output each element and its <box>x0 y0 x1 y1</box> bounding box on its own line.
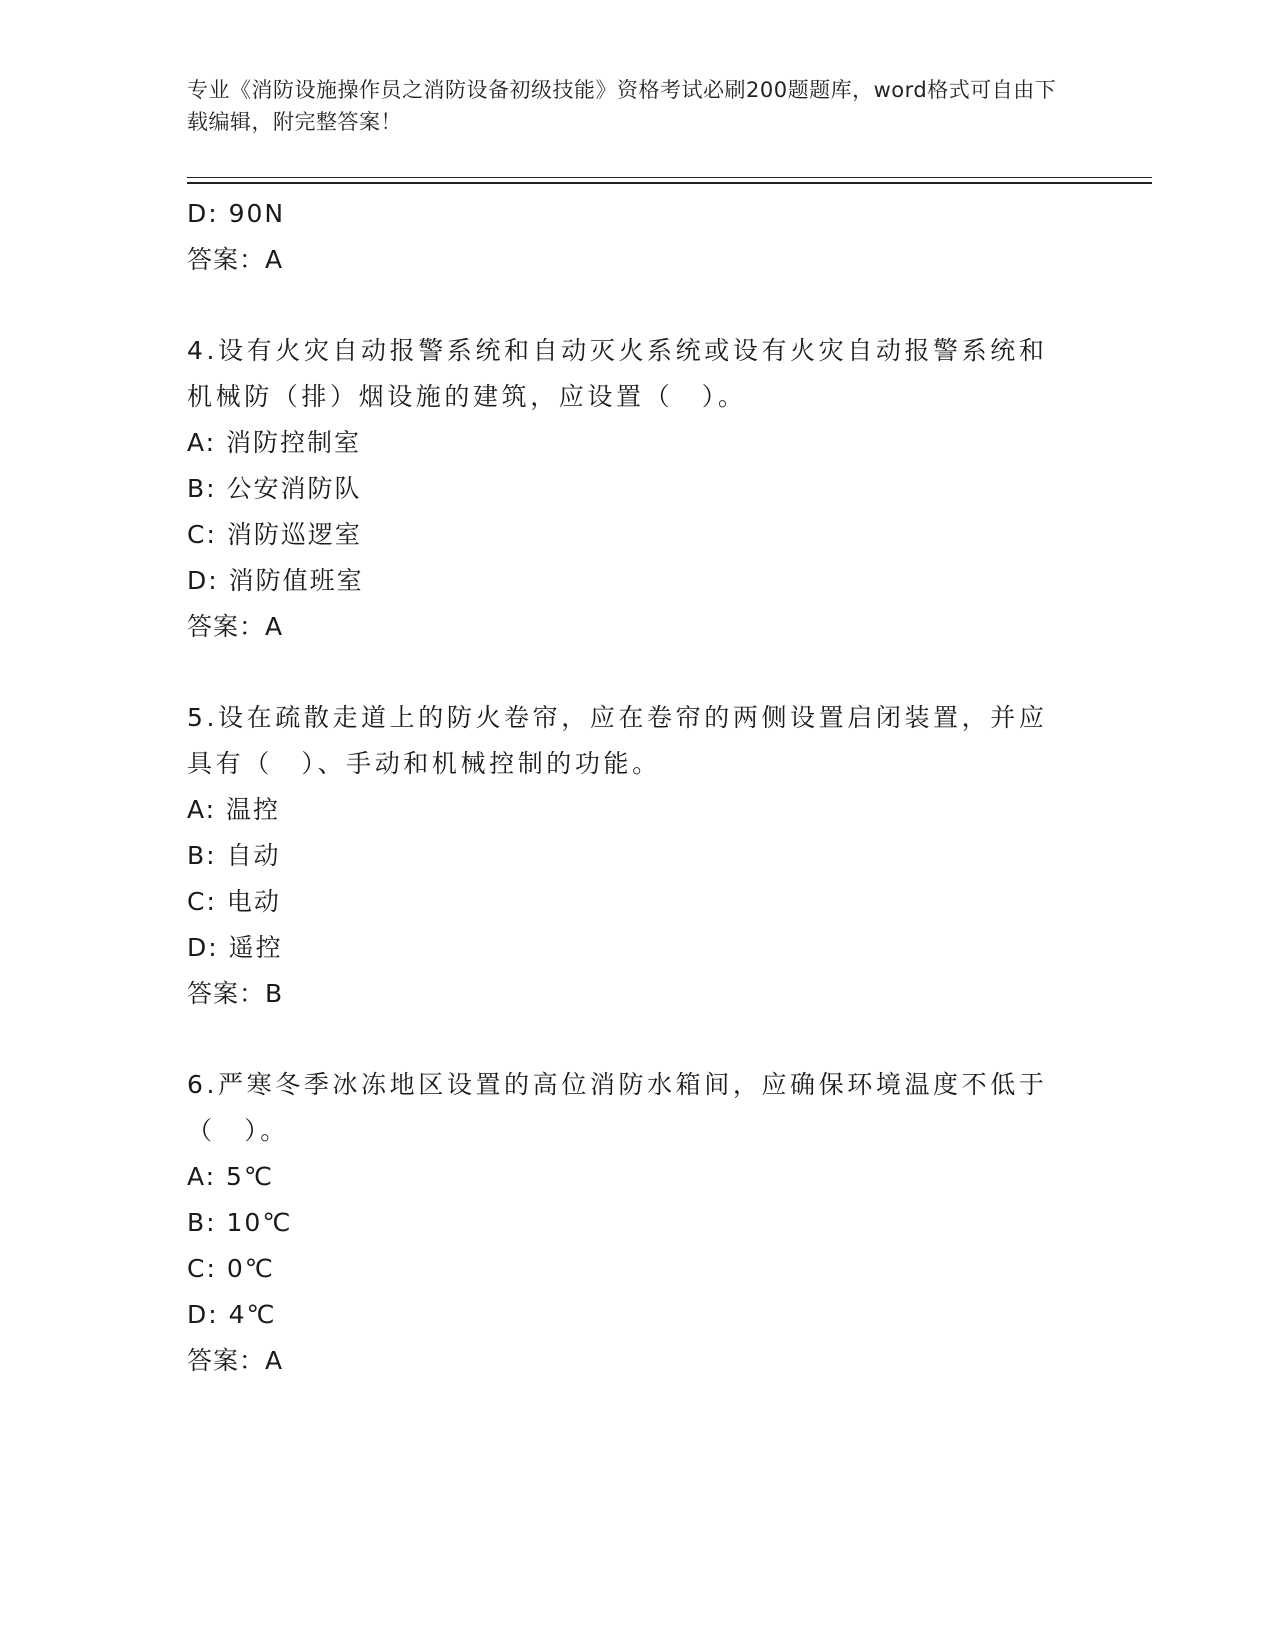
option-d: D: 90N <box>187 199 286 228</box>
option-b: B: 公安消防队 <box>187 474 362 503</box>
option-d: D: 消防值班室 <box>187 566 364 595</box>
answer-line: 答案：A <box>187 1346 284 1375</box>
question-block <box>187 695 1067 1017</box>
question-block <box>187 328 1067 650</box>
option-b: B: 自动 <box>187 841 281 870</box>
option-d: D: 遥控 <box>187 933 283 962</box>
question-text: 5.设在疏散走道上的防火卷帘，应在卷帘的两侧设置启闭装置，并应具有（ ）、手动和机械控制的功能。 <box>187 703 1048 778</box>
document-header: 专业《消防设施操作员之消防设备初级技能》资格考试必刷200题题库，word格式可自由下载编辑，附完整答案！ <box>187 78 1057 134</box>
question-text: 4.设有火灾自动报警系统和自动灭火系统或设有火灾自动报警系统和机械防（排）烟设施的建筑，应设置（ ）。 <box>187 336 1048 411</box>
header-rule-thick <box>187 182 1152 184</box>
option-d: D: 4℃ <box>187 1300 277 1329</box>
question-text: 6.严寒冬季冰冻地区设置的高位消防水箱间，应确保环境温度不低于（ ）。 <box>187 1070 1048 1145</box>
answer-line: 答案：A <box>187 612 284 641</box>
option-b: B: 10℃ <box>187 1208 293 1237</box>
option-c: C: 0℃ <box>187 1254 275 1283</box>
option-a: A: 5℃ <box>187 1162 275 1191</box>
answer-line: 答案：B <box>187 979 284 1008</box>
answer-line: 答案：A <box>187 245 284 274</box>
question-block <box>187 1062 1067 1384</box>
option-a: A: 温控 <box>187 795 281 824</box>
option-c: C: 消防巡逻室 <box>187 520 362 549</box>
option-c: C: 电动 <box>187 887 281 916</box>
header-rule-thin <box>187 177 1152 178</box>
document-body <box>187 191 1067 1384</box>
option-a: A: 消防控制室 <box>187 428 362 457</box>
